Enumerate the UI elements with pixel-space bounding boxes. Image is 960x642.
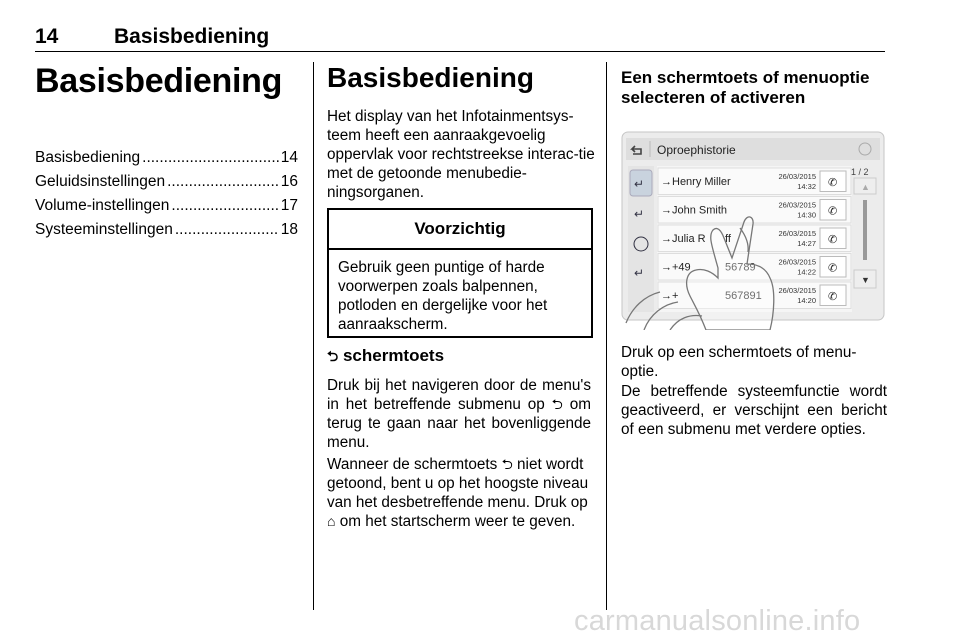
call-row[interactable] (658, 225, 851, 252)
call-history-icon: ↵ (634, 177, 645, 191)
home-icon: ⌂ (327, 513, 336, 529)
call-time: 14:27 (797, 239, 816, 248)
section-title: Basisbediening (327, 62, 534, 93)
caution-text: Gebruik geen puntige of harde voorwerpen zoals balpennen, potloden en dergelijke voor het aanraakscherm. (338, 259, 548, 333)
table-of-contents (35, 143, 298, 239)
page-indicator: 1 / 2 (851, 167, 869, 177)
call-time: 14:32 (797, 182, 816, 191)
toc-leader (175, 221, 279, 239)
text-run: om het startscherm weer te geven. (339, 513, 576, 530)
call-date: 26/03/2015 (778, 200, 816, 210)
back-icon: ⮌ (551, 396, 563, 412)
phone-icon: ✆ (828, 291, 838, 303)
scrollbar[interactable] (863, 200, 867, 260)
touchscreen-illustration (620, 118, 886, 330)
column-divider-1 (313, 62, 314, 610)
caller-name: →Julia R (661, 233, 706, 245)
toc-leader (142, 149, 279, 167)
toc-label: Systeeminstellingen (35, 221, 173, 238)
caller-name-tail: ff (725, 233, 731, 245)
caller-name: →Henry Miller (661, 176, 731, 188)
header-rule (35, 51, 885, 52)
text-run: Druk bij het navigeren door de menu's in het betreffende submenu op (327, 377, 591, 413)
phone-icon: ✆ (828, 262, 838, 275)
toc-label: Basisbediening (35, 149, 141, 166)
toc-leader (171, 197, 278, 215)
column-divider-2 (606, 62, 607, 610)
call-date: 26/03/2015 (778, 172, 816, 181)
home-paragraph (327, 455, 591, 531)
call-row[interactable] (658, 197, 851, 224)
back-icon: ⮌ (501, 456, 513, 472)
screen-drawing (620, 118, 886, 330)
toc-entry[interactable] (35, 215, 298, 239)
call-row[interactable] (658, 168, 851, 195)
intro-paragraph: Het display van het Infotainmentsys-teem heeft een aanraakgevoelig oppervlak voor rechtstreekse interac-tie met de getoonde menubedie-ningsorganen. (327, 108, 595, 201)
running-header: Basisbediening (114, 25, 270, 48)
caller-name: →+49 (661, 261, 691, 274)
phone-icon: ✆ (828, 177, 838, 189)
result-paragraph: De betreffende systeemfunctie wordt geactiveerd, er verschijnt een bericht of een submenu met verdere opties. (621, 383, 887, 438)
chevron-down-icon: ▼ (861, 275, 870, 285)
back-key-paragraph (327, 376, 591, 452)
caller-name: →+ (661, 290, 679, 302)
call-incoming-icon[interactable]: ↵ (634, 207, 645, 221)
toc-entry[interactable] (35, 191, 298, 215)
back-key-label: schermtoets (342, 346, 445, 365)
call-time: 14:30 (797, 210, 816, 220)
phone-icon: ✆ (828, 234, 838, 246)
phone-icon: ✆ (828, 205, 838, 218)
toc-entry[interactable] (35, 143, 298, 167)
call-date: 26/03/2015 (778, 257, 816, 267)
toc-leader (167, 173, 279, 191)
toc-page: 16 (280, 173, 298, 190)
caution-box (327, 208, 593, 338)
call-date: 26/03/2015 (778, 229, 816, 238)
toc-page: 18 (280, 221, 298, 238)
screen-title: Oproephistorie (657, 143, 736, 157)
instruction-paragraph: Druk op een schermtoets of menu-optie. (621, 344, 857, 380)
call-time: 14:20 (797, 296, 816, 305)
caution-heading: Voorzichtig (329, 210, 591, 250)
text-run: Wanneer de schermtoets (327, 456, 498, 473)
toc-label: Volume-instellingen (35, 197, 170, 214)
subsection-title: Een schermtoets of menuoptie selecteren of activeren (621, 68, 870, 107)
back-icon: ⮌ (327, 348, 339, 364)
chapter-title: Basisbediening (35, 62, 283, 100)
toc-page: 14 (280, 149, 298, 166)
chevron-up-icon: ▲ (861, 182, 870, 192)
watermark: carmanualsonline.info (574, 605, 861, 637)
page-number: 14 (35, 25, 59, 48)
text-run: niet wordt getoond, bent u op het hoogste niveau van het desbetreffende menu. Druk op (327, 456, 589, 511)
call-date: 26/03/2015 (778, 286, 816, 295)
toc-page: 17 (280, 197, 298, 214)
call-time: 14:22 (797, 267, 816, 277)
toc-entry[interactable] (35, 167, 298, 191)
text-run: om terug te gaan naar het bovenliggende menu. (327, 396, 592, 451)
caller-name: →John Smith (661, 204, 728, 217)
back-key-heading (327, 346, 444, 370)
call-outgoing-icon[interactable]: ↵ (634, 266, 645, 280)
toc-label: Geluidsinstellingen (35, 173, 166, 190)
